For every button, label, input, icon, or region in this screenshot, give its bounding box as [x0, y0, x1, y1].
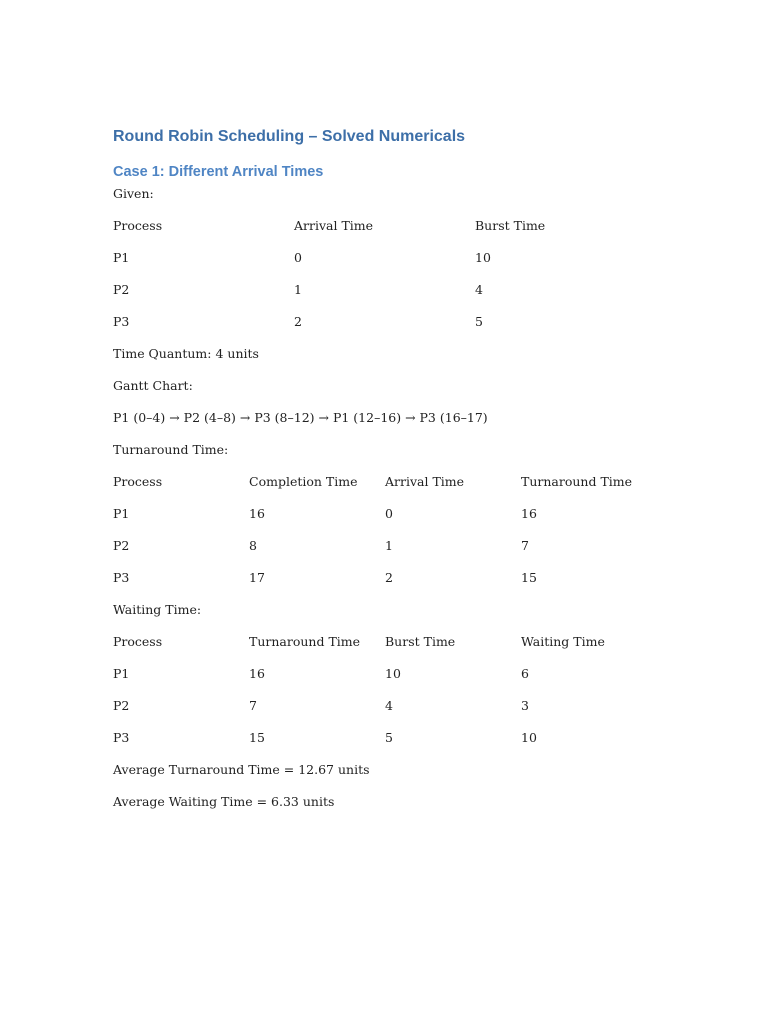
- turnaround-cell: 16: [249, 506, 265, 521]
- waiting-header-cell: Burst Time: [385, 634, 456, 649]
- given-cell: 2: [294, 314, 302, 329]
- waiting-cell: 15: [249, 730, 265, 745]
- waiting-label: Waiting Time:: [113, 602, 202, 617]
- gantt-sequence: P1 (0–4) → P2 (4–8) → P3 (8–12) → P1 (12–16) → P3 (16–17): [113, 410, 488, 425]
- document-page: [113, 124, 673, 823]
- given-cell: P2: [113, 282, 130, 297]
- given-cell: 5: [475, 314, 483, 329]
- turnaround-cell: 16: [521, 506, 537, 521]
- turnaround-header-cell: Arrival Time: [385, 474, 465, 489]
- turnaround-cell: 8: [249, 538, 257, 553]
- waiting-table-header: [113, 631, 673, 653]
- waiting-table-row: [113, 727, 673, 749]
- waiting-header-cell: Turnaround Time: [249, 634, 361, 649]
- waiting-cell: 3: [521, 698, 529, 713]
- turnaround-cell: P2: [113, 538, 130, 553]
- given-label: Given:: [113, 186, 154, 201]
- turnaround-cell: P1: [113, 506, 130, 521]
- waiting-header-cell: Waiting Time: [521, 634, 605, 649]
- gantt-label: Gantt Chart:: [113, 378, 193, 393]
- turnaround-table-row: [113, 567, 673, 589]
- given-cell: 1: [294, 282, 302, 297]
- turnaround-cell: 7: [521, 538, 529, 553]
- turnaround-header-cell: Process: [113, 474, 163, 489]
- waiting-cell: 5: [385, 730, 393, 745]
- time-quantum: Time Quantum: 4 units: [113, 346, 259, 361]
- given-cell: 10: [475, 250, 491, 265]
- given-header-cell: Arrival Time: [294, 218, 374, 233]
- given-table-header: [113, 215, 673, 237]
- waiting-cell: P1: [113, 666, 130, 681]
- waiting-cell: P2: [113, 698, 130, 713]
- turnaround-cell: 17: [249, 570, 265, 585]
- turnaround-cell: 15: [521, 570, 537, 585]
- given-header-cell: Process: [113, 218, 163, 233]
- turnaround-cell: 1: [385, 538, 393, 553]
- turnaround-table-header: [113, 471, 673, 493]
- turnaround-cell: 2: [385, 570, 393, 585]
- given-cell: 0: [294, 250, 302, 265]
- waiting-cell: 10: [385, 666, 401, 681]
- waiting-cell: 16: [249, 666, 265, 681]
- waiting-cell: 4: [385, 698, 393, 713]
- given-header-cell: Burst Time: [475, 218, 546, 233]
- turnaround-label: Turnaround Time:: [113, 442, 229, 457]
- turnaround-cell: 0: [385, 506, 393, 521]
- waiting-cell: 7: [249, 698, 257, 713]
- average-waiting: Average Waiting Time = 6.33 units: [113, 794, 335, 809]
- waiting-cell: 6: [521, 666, 529, 681]
- given-table-row: [113, 279, 673, 301]
- turnaround-table-row: [113, 503, 673, 525]
- given-cell: 4: [475, 282, 483, 297]
- waiting-header-cell: Process: [113, 634, 163, 649]
- case-heading: Case 1: Different Arrival Times: [113, 164, 324, 180]
- turnaround-header-cell: Completion Time: [249, 474, 358, 489]
- average-turnaround: Average Turnaround Time = 12.67 units: [113, 762, 370, 777]
- given-table-row: [113, 311, 673, 333]
- document-title: Round Robin Scheduling – Solved Numericals: [113, 128, 466, 145]
- waiting-cell: P3: [113, 730, 130, 745]
- waiting-table-row: [113, 663, 673, 685]
- given-cell: P1: [113, 250, 130, 265]
- turnaround-table-row: [113, 535, 673, 557]
- waiting-cell: 10: [521, 730, 537, 745]
- waiting-table-row: [113, 695, 673, 717]
- given-cell: P3: [113, 314, 130, 329]
- turnaround-cell: P3: [113, 570, 130, 585]
- turnaround-header-cell: Turnaround Time: [521, 474, 633, 489]
- given-table-row: [113, 247, 673, 269]
